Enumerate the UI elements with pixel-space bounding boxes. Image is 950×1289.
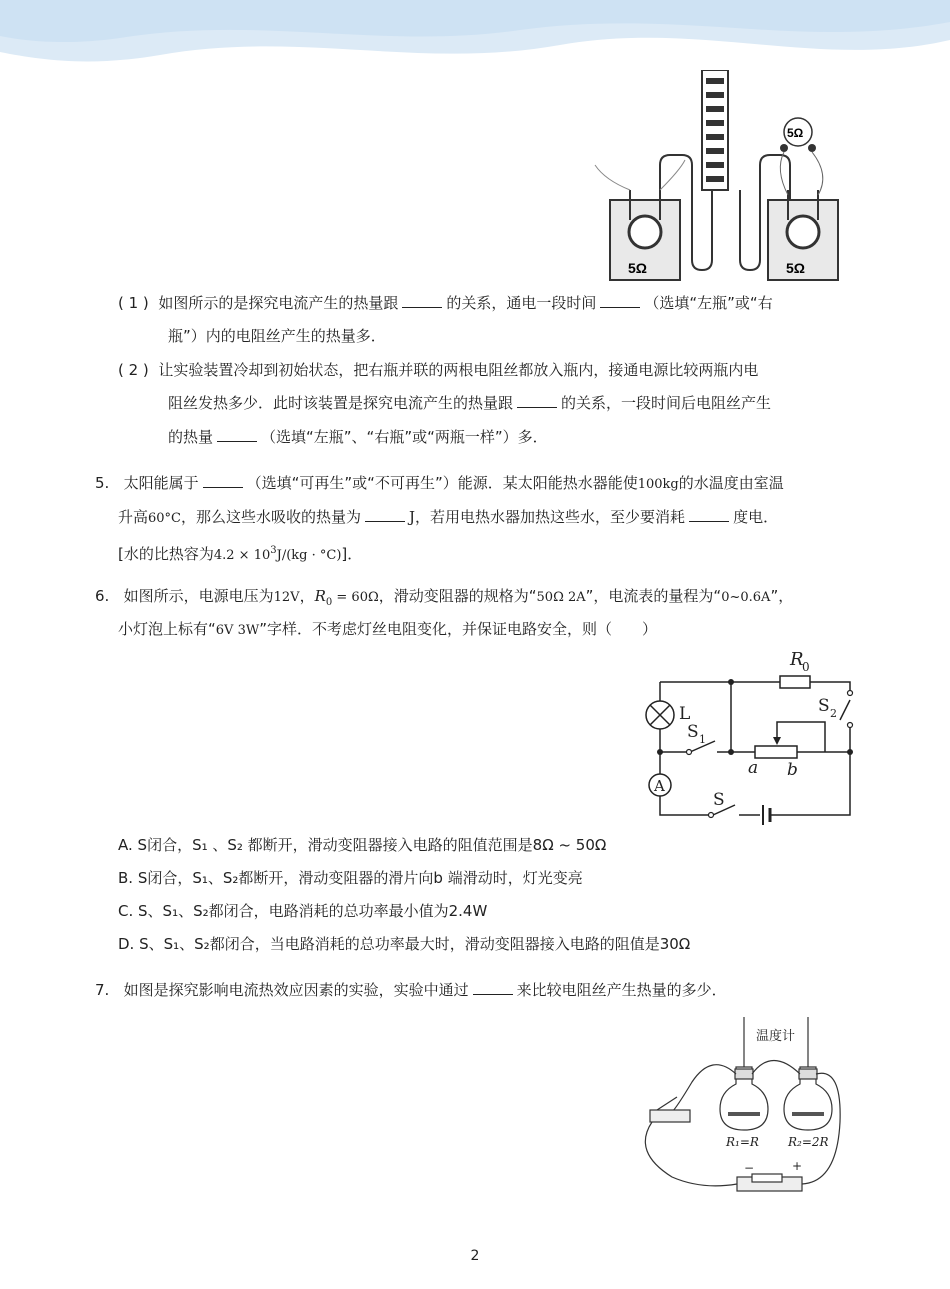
r0-label-sub: 0 (802, 660, 810, 674)
rheostat-end-a: a (748, 758, 759, 778)
q6-line2: 小灯泡上标有“6V 3W”字样．不考虑灯丝电阻变化，并保证电路安全，则（ ） (118, 620, 657, 638)
answer-blank[interactable] (402, 293, 442, 308)
q6-option-c[interactable]: C. S、S₁、S₂都闭合，电路消耗的总功率最小值为2.4W (118, 902, 488, 920)
r2-label: R₂=2R (788, 1135, 829, 1149)
q5-line1: 5. 太阳能属于 （选填“可再生”或“不可再生”）能源．某太阳能热水器能使100kg的水温度由室温 (95, 474, 784, 492)
answer-blank[interactable] (600, 293, 640, 308)
r1-label: R₁=R (726, 1135, 759, 1149)
q5-line2: 升高60°C，那么这些水吸收的热量为 J，若用电热水器加热这些水，至少要消耗 度电． (118, 508, 779, 526)
right-jar-label: 5Ω (786, 260, 806, 276)
q4-part1-line2: 瓶”）内的电阻丝产生的热量多． (168, 327, 386, 345)
q4-part2-line3: 的热量 （选填“左瓶”、“右瓶”或“两瓶一样”）多． (168, 428, 548, 446)
r0-label: R (790, 649, 804, 670)
s1-label-sub: 1 (699, 733, 706, 746)
s1-label: S (687, 722, 699, 742)
answer-blank[interactable] (689, 507, 729, 522)
ammeter-label: A (654, 777, 665, 795)
s2-label: S (818, 696, 830, 716)
joule-heating-apparatus-figure (590, 70, 850, 285)
q6-circuit-diagram (635, 645, 860, 835)
answer-blank[interactable] (517, 393, 557, 408)
s2-label-sub: 2 (830, 707, 837, 720)
q4-part2-line1: ( 2 ) 让实验装置冷却到初始状态，把右瓶并联的两根电阻丝都放入瓶内，接通电源比较两瓶内电 (118, 361, 759, 379)
lamp-label: L (679, 704, 691, 724)
q5-line3: [水的比热容为$4.2 \times 10^3J/(kg \cdot ^\circ C)$]． (118, 545, 363, 563)
s-label: S (713, 790, 725, 810)
q4-part1-line1: ( 1 ) 如图所示的是探究电流产生的热量跟 的关系，通电一段时间 （选填“左瓶”或“右 (118, 294, 773, 312)
q7-line1: 7. 如图是探究影响电流热效应因素的实验，实验中通过 来比较电阻丝产生热量的多少． (95, 981, 727, 999)
rheostat-end-b: b (787, 760, 798, 780)
left-jar-label: 5Ω (628, 260, 648, 276)
answer-blank[interactable] (203, 473, 243, 488)
thermometer-label: 温度计 (756, 1029, 796, 1044)
answer-blank[interactable] (365, 507, 405, 522)
battery-minus: − (744, 1161, 755, 1175)
header-wave-decoration (0, 0, 950, 70)
q6-option-b[interactable]: B. S闭合，S₁、S₂都断开，滑动变阻器的滑片向b 端滑动时，灯光变亮 (118, 869, 583, 887)
answer-blank[interactable] (473, 980, 513, 995)
q4-part2-line2: 阻丝发热多少．此时该装置是探究电流产生的热量跟 的关系，一段时间后电阻丝产生 (168, 394, 772, 412)
q6-line1: 6. 如图所示，电源电压为12V，$R_0 = 60\Omega$，滑动变阻器的规格为“50Ω 2A”，电流表的量程为“0~0.6A”， (95, 587, 794, 608)
q6-option-a[interactable]: A. S闭合，S₁ 、S₂ 都断开，滑动变阻器接入电路的阻值范围是8Ω ~ 50Ω (118, 836, 607, 854)
answer-blank[interactable] (217, 427, 257, 442)
battery-plus: + (792, 1159, 803, 1173)
q6-option-d[interactable]: D. S、S₁、S₂都闭合，当电路消耗的总功率最大时，滑动变阻器接入电路的阻值是30Ω (118, 935, 691, 953)
page-number: 2 (470, 1248, 480, 1264)
q7-flask-apparatus-figure (632, 1012, 852, 1197)
external-resistor-label: 5Ω (787, 126, 804, 140)
